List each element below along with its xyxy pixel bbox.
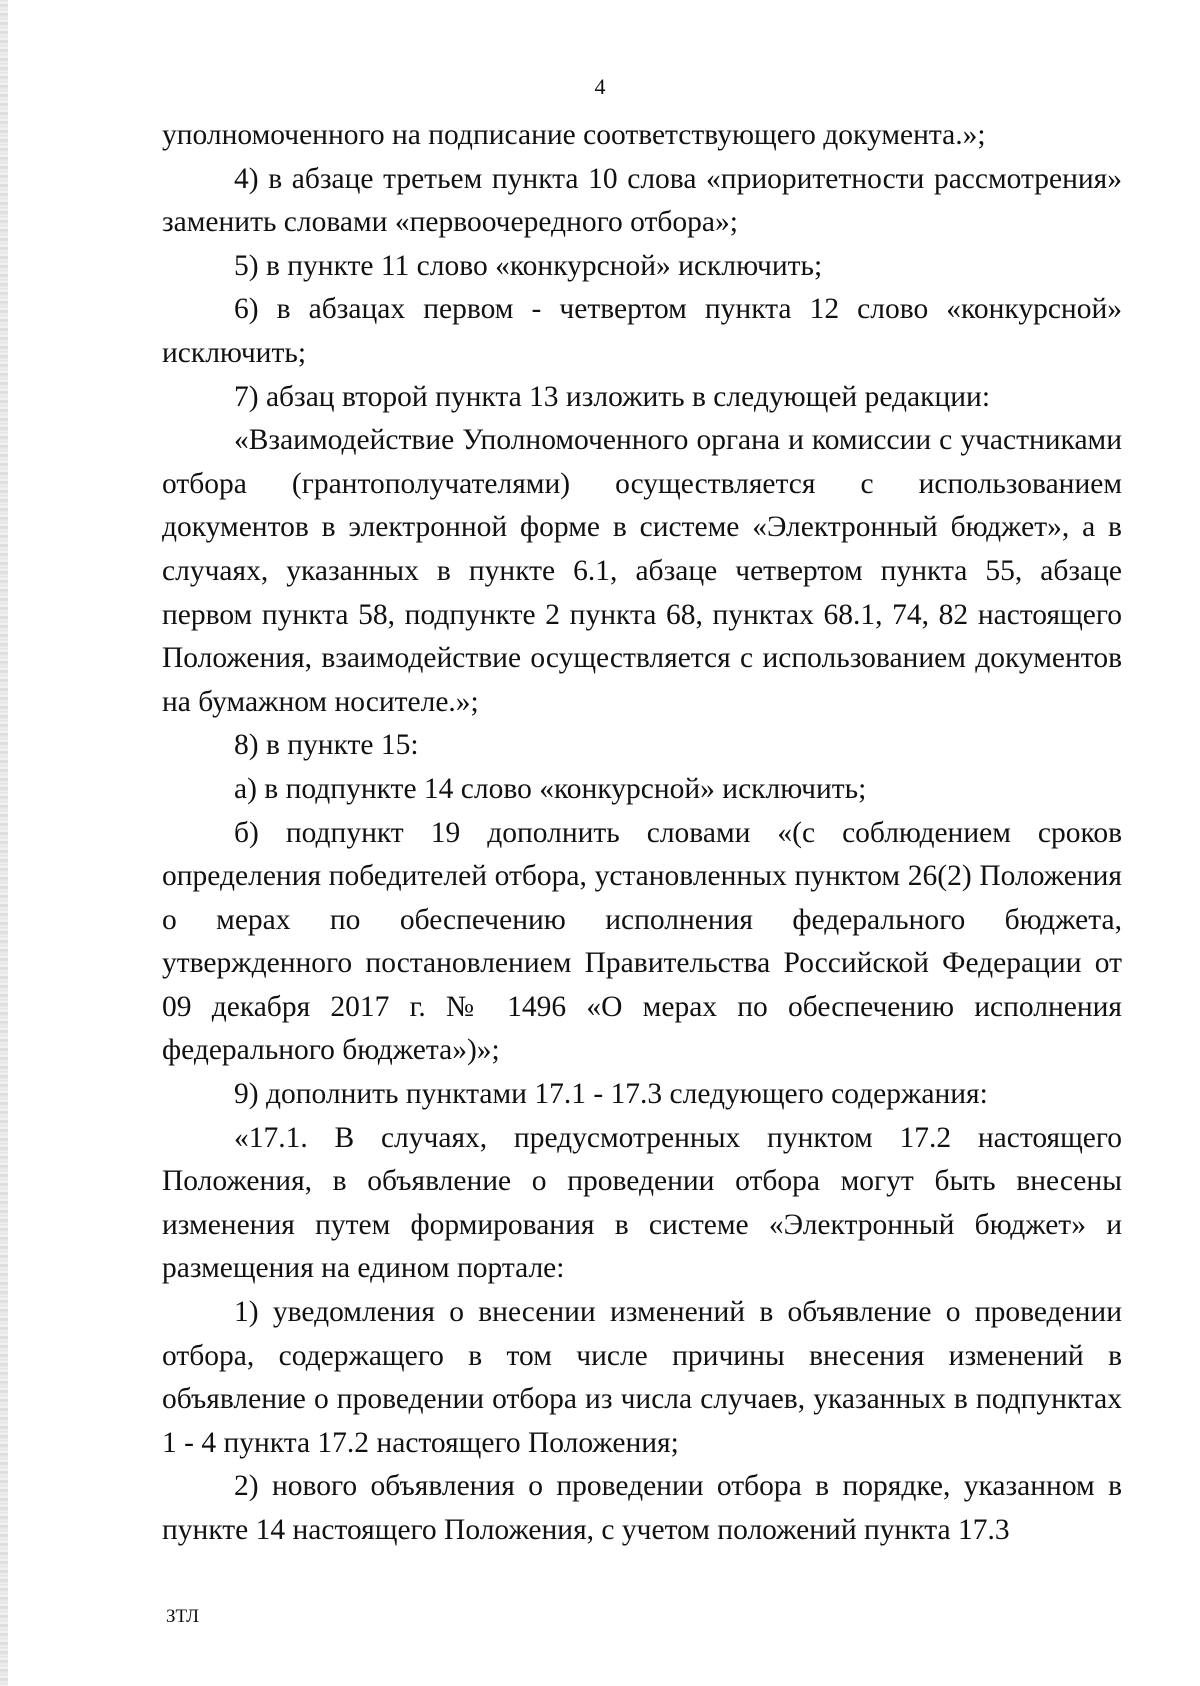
footer-code: ЗТЛ (166, 1606, 200, 1627)
paragraph: 6) в абзацах первом - четвертом пункта 12 слово «конкурсной» исключить; (162, 293, 1122, 369)
paragraph: а) в подпункте 14 слово «конкурсной» исключить; (234, 772, 867, 805)
paragraph: 2) нового объявления о проведении отбора в порядке, указанном в пункте 14 настоящего Положения, с учетом положений пункта 17.3 (162, 1470, 1122, 1546)
paragraph: «17.1. В случаях, предусмотренных пунктом 17.2 настоящего Положения, в объявление о проведении отбора могут быть внесены изменения путем формирования в системе «Электронный бюджет» и размещения на едином портале: (162, 1121, 1122, 1285)
page-number: 4 (594, 74, 606, 99)
paragraph: 9) дополнить пунктами 17.1 - 17.3 следующего содержания: (234, 1078, 988, 1111)
paragraph: 5) в пункте 11 слово «конкурсной» исключить; (234, 249, 823, 282)
paragraph: 1) уведомления о внесении изменений в объявление о проведении отбора, содержащего в том числе причины внесения изменений в объявление о проведении отбора из числа случаев, указанных в подпунктах 1 - 4 пункта 17.2 настоящего Положения; (162, 1296, 1122, 1459)
paragraph: «Взаимодействие Уполномоченного органа и комиссии с участниками отбора (грантополучателями) осуществляется с использованием документов в электронной форме в системе «Электронный бюджет», а в случаях, указанных в пункте 6.1, абзаце четвертом пункта 55, абзаце первом пункта 58, подпункте 2 пункта 68, пунктах 68.1, 74, 82 настоящего Положения, взаимодействие осуществляется с использованием документов на бумажном носителе.»; (162, 424, 1122, 718)
scan-edge (0, 0, 8, 1686)
document-body (162, 114, 1122, 1553)
paragraph: 7) абзац второй пункта 13 изложить в следующей редакции: (234, 380, 991, 413)
paragraph: уполномоченного на подписание соответствующего документа.»; (162, 119, 986, 151)
paragraph: б) подпункт 19 дополнить словами «(с соблюдением сроков определения победителей отбора, установленных пунктом 26(2) Положения о мерах по обеспечению исполнения федерального бюджета, утвержденного постановлением Правительства Российской Федерации от 09 декабря 2017 г. № 1496 «О мерах по обеспечению исполнения федерального бюджета»)»; (162, 816, 1122, 1067)
paragraph: 8) в пункте 15: (234, 729, 419, 762)
paragraph: 4) в абзаце третьем пункта 10 слова «приоритетности рассмотрения» заменить словами «первоочередного отбора»; (162, 162, 1122, 239)
